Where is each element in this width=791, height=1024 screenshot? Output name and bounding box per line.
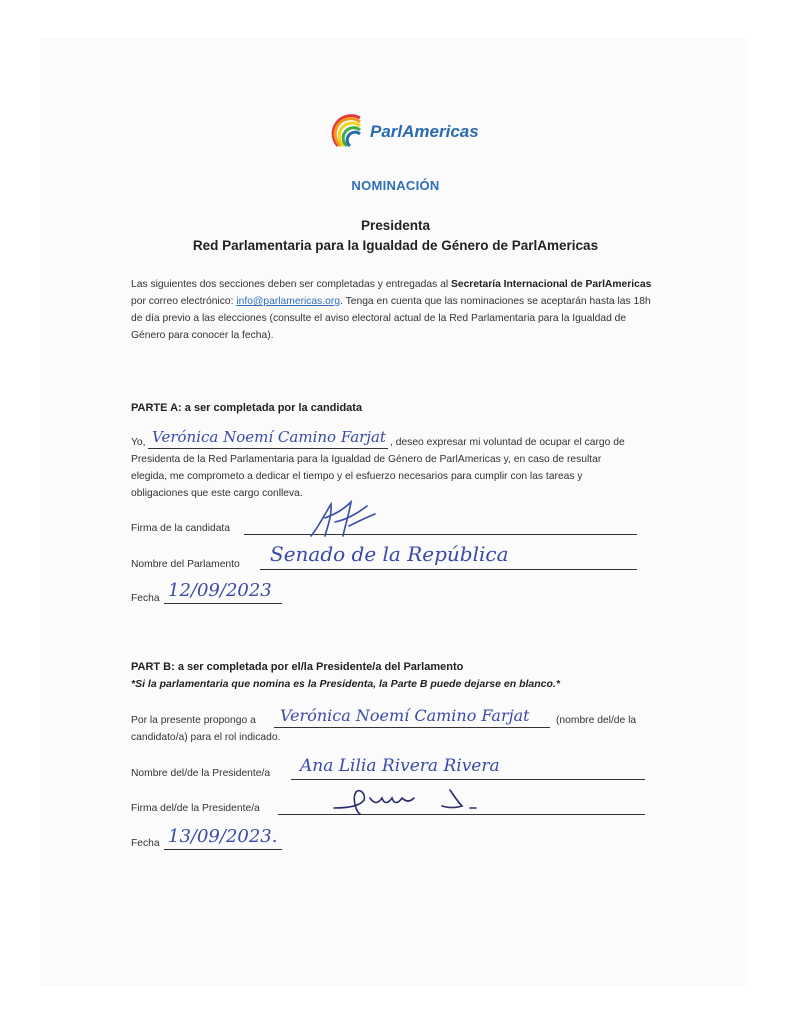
part-b-note: *Si la parlamentaria que nomina es la Presidenta, la Parte B puede dejarse en blanco.*	[131, 678, 560, 690]
president-signature	[330, 778, 500, 818]
intro-text-2: por correo electrónico:	[131, 296, 237, 307]
statement-line-1: , deseo expresar mi voluntad de ocupar el cargo de	[390, 437, 625, 448]
president-name-label: Nombre del/de la Presidente/a	[131, 768, 271, 779]
logo-text: ParlAmericas	[370, 122, 479, 141]
statement-line-3: elegida, me comprometo a dedicar el tiempo y el esfuerzo necesarios para cumplir con las tareas y	[131, 471, 583, 482]
signature-label: Firma de la candidata	[131, 523, 231, 534]
parliament-label: Nombre del Parlamento	[131, 559, 240, 570]
intro-text-1: Las siguientes dos secciones deben ser completadas y entregadas al	[131, 279, 451, 290]
date-line-a	[164, 603, 282, 604]
logo-arcs-icon	[330, 112, 372, 152]
nominee-line	[274, 727, 550, 728]
date-label-a: Fecha	[131, 593, 160, 604]
date-label-b: Fecha	[131, 838, 160, 849]
document-title: NOMINACIÓN	[351, 178, 440, 193]
propose-line-2: candidato/a) para el rol indicado.	[131, 732, 281, 743]
intro-text-3: . Tenga en cuenta que las nominaciones se aceptarán hasta las 18h de día previo a las elecciones (consulte el aviso electoral actual de la Red Parlamentaria para la Igualdad de Género para conocer la fecha).	[131, 296, 651, 341]
propose-suffix: (nombre del/de la	[556, 715, 637, 726]
candidate-name-line	[148, 448, 388, 449]
yo-label: Yo,	[131, 437, 146, 448]
parlamericas-logo	[330, 112, 479, 152]
date-line-b	[164, 849, 282, 850]
propose-label: Por la presente propongo a	[131, 715, 256, 726]
candidate-signature	[305, 496, 385, 542]
date-handwritten-a: 12/09/2023	[168, 580, 272, 601]
president-signature-label: Firma del/de la Presidente/a	[131, 803, 260, 814]
statement-line-2: Presidenta de la Red Parlamentaria para la Igualdad de Género de ParlAmericas y, en caso de resultar	[131, 454, 602, 465]
part-a-heading: PARTE A: a ser completada por la candidata	[131, 402, 363, 414]
intro-paragraph	[131, 276, 661, 344]
part-b-heading: PART B: a ser completada por el/la Presidente/a del Parlamento	[131, 661, 464, 673]
email-link[interactable]: info@parlamericas.org	[236, 296, 341, 307]
signature-line	[244, 534, 637, 535]
parliament-line	[260, 569, 637, 570]
statement-line-4: obligaciones que este cargo conlleva.	[131, 488, 303, 499]
nominee-handwritten: Verónica Noemí Camino Farjat	[280, 706, 530, 725]
parliament-handwritten: Senado de la República	[270, 542, 509, 566]
date-handwritten-b: 13/09/2023.	[168, 826, 278, 847]
role-heading: Presidenta	[360, 218, 431, 233]
intro-bold-secretariat: Secretaría Internacional de ParlAmericas	[450, 279, 652, 290]
president-name-handwritten: Ana Lilia Rivera Rivera	[300, 756, 500, 776]
network-heading: Red Parlamentaria para la Igualdad de Género de ParlAmericas	[192, 238, 599, 253]
candidate-name-handwritten: Verónica Noemí Camino Farjat	[152, 428, 386, 446]
